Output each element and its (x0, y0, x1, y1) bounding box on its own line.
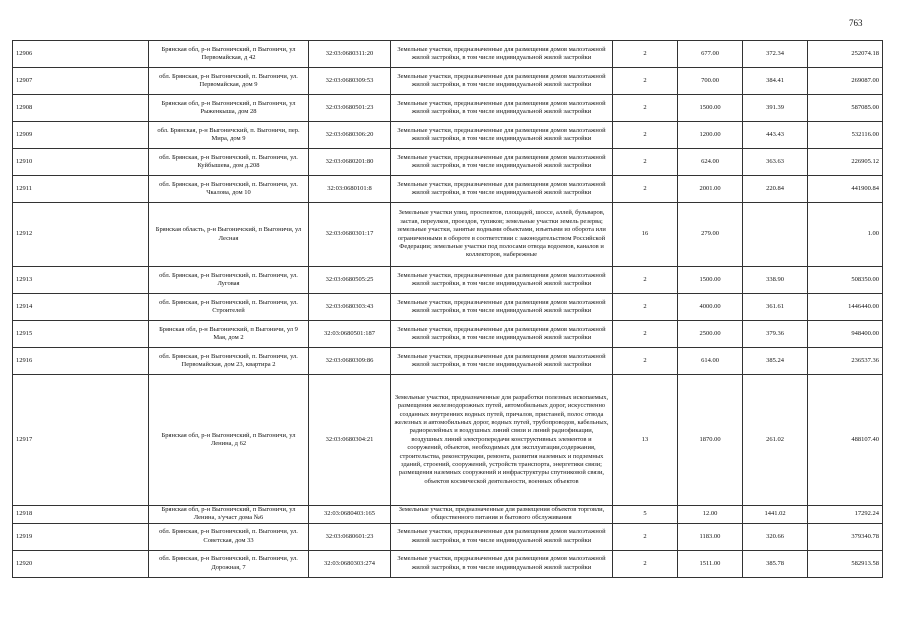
table-row (13, 41, 883, 68)
table-row (13, 506, 883, 524)
cadastral-number-cell: 32:03:0680501:23 (309, 95, 391, 122)
land-use-cell: Земельные участки, предназначенные для размещения объектов торговли, общественного питания и бытового обслуживания (391, 506, 613, 524)
cadastral-value-cell: 488107.40 (808, 375, 883, 506)
row-number: 12913 (13, 267, 149, 294)
address-cell: обл. Брянская, р-н Выгоничский, п. Выгоничи, ул. Первомайская, дом 9 (149, 68, 309, 95)
land-use-cell: Земельные участки, предназначенные для размещения домов малоэтажной жилой застройки, в том числе индивидуальной жилой застройки (391, 550, 613, 577)
area-cell: 2001.00 (678, 176, 743, 203)
table-row (13, 95, 883, 122)
cadastral-number-cell: 32:03:0680309:53 (309, 68, 391, 95)
table-row (13, 348, 883, 375)
table-row (13, 203, 883, 267)
specific-value-cell: 1441.02 (743, 506, 808, 524)
group-cell: 2 (613, 294, 678, 321)
area-cell: 614.00 (678, 348, 743, 375)
specific-value-cell: 443.43 (743, 122, 808, 149)
area-cell: 624.00 (678, 149, 743, 176)
cadastral-value-cell: 17292.24 (808, 506, 883, 524)
address-cell: обл. Брянская, р-н Выгоничский, п. Выгоничи, ул. Дорожная, 7 (149, 550, 309, 577)
table-row (13, 68, 883, 95)
row-number: 12909 (13, 122, 149, 149)
cadastral-value-cell: 236537.36 (808, 348, 883, 375)
table-row (13, 176, 883, 203)
cadastral-number-cell: 32:03:0680403:165 (309, 506, 391, 524)
group-cell: 2 (613, 267, 678, 294)
address-cell: Брянская область, р-н Выгоничский, п Выгоничи, ул Лесная (149, 203, 309, 267)
land-use-cell: Земельные участки, предназначенные для размещения домов малоэтажной жилой застройки, в том числе индивидуальной жилой застройки (391, 321, 613, 348)
specific-value-cell: 385.24 (743, 348, 808, 375)
table-row (13, 122, 883, 149)
page-number: 763 (849, 18, 863, 28)
land-use-cell: Земельные участки, предназначенные для размещения домов малоэтажной жилой застройки, в том числе индивидуальной жилой застройки (391, 294, 613, 321)
cadastral-number-cell: 32:03:0680505:25 (309, 267, 391, 294)
cadastral-value-table (12, 40, 883, 578)
address-cell: обл. Брянская, р-н Выгоничский, п. Выгоничи, ул. Чкалова, дом 10 (149, 176, 309, 203)
row-number: 12917 (13, 375, 149, 506)
table-row (13, 550, 883, 577)
cadastral-value-cell: 532116.00 (808, 122, 883, 149)
cadastral-number-cell: 32:03:0680301:17 (309, 203, 391, 267)
cadastral-value-cell: 269087.00 (808, 68, 883, 95)
land-use-cell: Земельные участки, предназначенные для размещения домов малоэтажной жилой застройки, в том числе индивидуальной жилой застройки (391, 176, 613, 203)
cadastral-value-cell: 582913.58 (808, 550, 883, 577)
group-cell: 2 (613, 41, 678, 68)
row-number: 12910 (13, 149, 149, 176)
cadastral-number-cell: 32:03:0680303:43 (309, 294, 391, 321)
address-cell: Брянская обл, р-н Выгоничский, п Выгоничи, ул Первомайская, д 42 (149, 41, 309, 68)
land-use-cell: Земельные участки, предназначенные для размещения домов малоэтажной жилой застройки, в том числе индивидуальной жилой застройки (391, 122, 613, 149)
area-cell: 1870.00 (678, 375, 743, 506)
cadastral-number-cell: 32:03:0680304:21 (309, 375, 391, 506)
cadastral-number-cell: 32:03:0680101:8 (309, 176, 391, 203)
group-cell: 5 (613, 506, 678, 524)
address-cell: Брянская обл, р-н Выгоничский, п Выгоничи, ул Ленина, д 62 (149, 375, 309, 506)
land-use-cell: Земельные участки, предназначенные для размещения домов малоэтажной жилой застройки, в том числе индивидуальной жилой застройки (391, 267, 613, 294)
land-use-cell: Земельные участки, предназначенные для размещения домов малоэтажной жилой застройки, в том числе индивидуальной жилой застройки (391, 41, 613, 68)
table-row (13, 267, 883, 294)
area-cell: 2500.00 (678, 321, 743, 348)
area-cell: 677.00 (678, 41, 743, 68)
land-use-cell: Земельные участки, предназначенные для размещения домов малоэтажной жилой застройки, в том числе индивидуальной жилой застройки (391, 523, 613, 550)
land-use-cell: Земельные участки, предназначенные для размещения домов малоэтажной жилой застройки, в том числе индивидуальной жилой застройки (391, 95, 613, 122)
specific-value-cell: 338.90 (743, 267, 808, 294)
specific-value-cell: 261.02 (743, 375, 808, 506)
address-cell: обл. Брянская, р-н Выгоничский, п. Выгоничи, ул. Строителей (149, 294, 309, 321)
table-row (13, 149, 883, 176)
table-row (13, 321, 883, 348)
group-cell: 2 (613, 149, 678, 176)
address-cell: Брянская обл, р-н Выгоничский, п Выгоничи, ул 9 Мая, дом 2 (149, 321, 309, 348)
land-use-cell: Земельные участки, предназначенные для размещения домов малоэтажной жилой застройки, в том числе индивидуальной жилой застройки (391, 68, 613, 95)
specific-value-cell: 220.84 (743, 176, 808, 203)
address-cell: обл. Брянская, р-н Выгоничский, п. Выгоничи, ул. Советская, дом 33 (149, 523, 309, 550)
group-cell: 2 (613, 122, 678, 149)
cadastral-value-cell: 226905.12 (808, 149, 883, 176)
specific-value-cell: 320.66 (743, 523, 808, 550)
land-use-cell: Земельные участки, предназначенные для разработки полезных ископаемых, размещения железнодорожных путей, автомобильных дорог, искусственно созданных внутренних водных путей, причалов, пристаней, полос отвода железных и автомобильных дорог, водных путей, трубопроводов, кабельных, радиорелейных и воздушных линий связи и линий радиофикации, воздушных линий электропередачи конструктивных элементов и сооружений, объектов, необходимых для эксплуатации,содержания, строительства, реконструкции, ремонта, развития наземных и подземных зданий, строений, сооружений, устройств транспорта, энергетики связи; размещения наземных сооружений и инфраструктуры спутниковой связи, объектов космической деятельности, военных объектов (391, 375, 613, 506)
address-cell: обл. Брянская, р-н Выгоничский, п. Выгоничи, ул. Первомайская, дом 23, квартира 2 (149, 348, 309, 375)
address-cell: Брянская обл, р-н Выгоничский, п Выгоничи, ул Рыженкыша, дом 28 (149, 95, 309, 122)
specific-value-cell: 372.34 (743, 41, 808, 68)
group-cell: 2 (613, 321, 678, 348)
row-number: 12916 (13, 348, 149, 375)
row-number: 12919 (13, 523, 149, 550)
cadastral-number-cell: 32:03:0680311:20 (309, 41, 391, 68)
cadastral-number-cell: 32:03:0680303:274 (309, 550, 391, 577)
row-number: 12907 (13, 68, 149, 95)
area-cell: 1183.00 (678, 523, 743, 550)
area-cell: 700.00 (678, 68, 743, 95)
specific-value-cell: 361.61 (743, 294, 808, 321)
specific-value-cell: 379.36 (743, 321, 808, 348)
group-cell: 2 (613, 95, 678, 122)
row-number: 12906 (13, 41, 149, 68)
land-use-cell: Земельные участки, предназначенные для размещения домов малоэтажной жилой застройки, в том числе индивидуальной жилой застройки (391, 348, 613, 375)
cadastral-value-cell: 587085.00 (808, 95, 883, 122)
specific-value-cell: 385.78 (743, 550, 808, 577)
address-cell: Брянская обл, р-н Выгоничский, п Выгоничи, ул Ленина, з/участ дома №6 (149, 506, 309, 524)
address-cell: обл. Брянская, р-н Выгоничский, п. Выгоничи, ул. Куйбышева, дом д.208 (149, 149, 309, 176)
cadastral-value-cell: 508350.00 (808, 267, 883, 294)
area-cell: 279.00 (678, 203, 743, 267)
cadastral-number-cell: 32:03:0680306:20 (309, 122, 391, 149)
group-cell: 2 (613, 348, 678, 375)
row-number: 12915 (13, 321, 149, 348)
specific-value-cell (743, 203, 808, 267)
specific-value-cell: 384.41 (743, 68, 808, 95)
row-number: 12920 (13, 550, 149, 577)
group-cell: 2 (613, 176, 678, 203)
area-cell: 12.00 (678, 506, 743, 524)
group-cell: 13 (613, 375, 678, 506)
group-cell: 2 (613, 68, 678, 95)
address-cell: обл. Брянская, р-н Выгоничский, п. Выгоничи, пер. Мира, дом 9 (149, 122, 309, 149)
cadastral-value-cell: 1446440.00 (808, 294, 883, 321)
cadastral-value-cell: 379340.78 (808, 523, 883, 550)
land-use-cell: Земельные участки, предназначенные для размещения домов малоэтажной жилой застройки, в том числе индивидуальной жилой застройки (391, 149, 613, 176)
group-cell: 2 (613, 550, 678, 577)
table-row (13, 523, 883, 550)
row-number: 12918 (13, 506, 149, 524)
specific-value-cell: 363.63 (743, 149, 808, 176)
area-cell: 1500.00 (678, 95, 743, 122)
cadastral-value-cell: 441900.84 (808, 176, 883, 203)
area-cell: 1511.00 (678, 550, 743, 577)
row-number: 12914 (13, 294, 149, 321)
cadastral-number-cell: 32:03:0680309:86 (309, 348, 391, 375)
address-cell: обл. Брянская, р-н Выгоничский, п. Выгоничи, ул. Луговая (149, 267, 309, 294)
row-number: 12911 (13, 176, 149, 203)
cadastral-number-cell: 32:03:0680601:23 (309, 523, 391, 550)
table-row (13, 294, 883, 321)
area-cell: 4000.00 (678, 294, 743, 321)
table-row (13, 375, 883, 506)
area-cell: 1200.00 (678, 122, 743, 149)
table-body (13, 41, 883, 578)
cadastral-value-cell: 252074.18 (808, 41, 883, 68)
land-use-cell: Земельные участки улиц, проспектов, площадей, шоссе, аллей, бульваров, застав, переулков, проездов, тупиков; земельные участки земель резерва; земельные участки, занятые водными объектами, изъятыми из оборота или ограниченными в обороте в соответствии с законодательством Российской Федерации; земельные участки под полосами отвода водоемов, каналов и коллекторов, набережные (391, 203, 613, 267)
area-cell: 1500.00 (678, 267, 743, 294)
row-number: 12908 (13, 95, 149, 122)
cadastral-number-cell: 32:03:0680501:187 (309, 321, 391, 348)
group-cell: 2 (613, 523, 678, 550)
cadastral-value-cell: 948400.00 (808, 321, 883, 348)
specific-value-cell: 391.39 (743, 95, 808, 122)
group-cell: 16 (613, 203, 678, 267)
cadastral-value-cell: 1.00 (808, 203, 883, 267)
row-number: 12912 (13, 203, 149, 267)
cadastral-number-cell: 32:03:0680201:80 (309, 149, 391, 176)
